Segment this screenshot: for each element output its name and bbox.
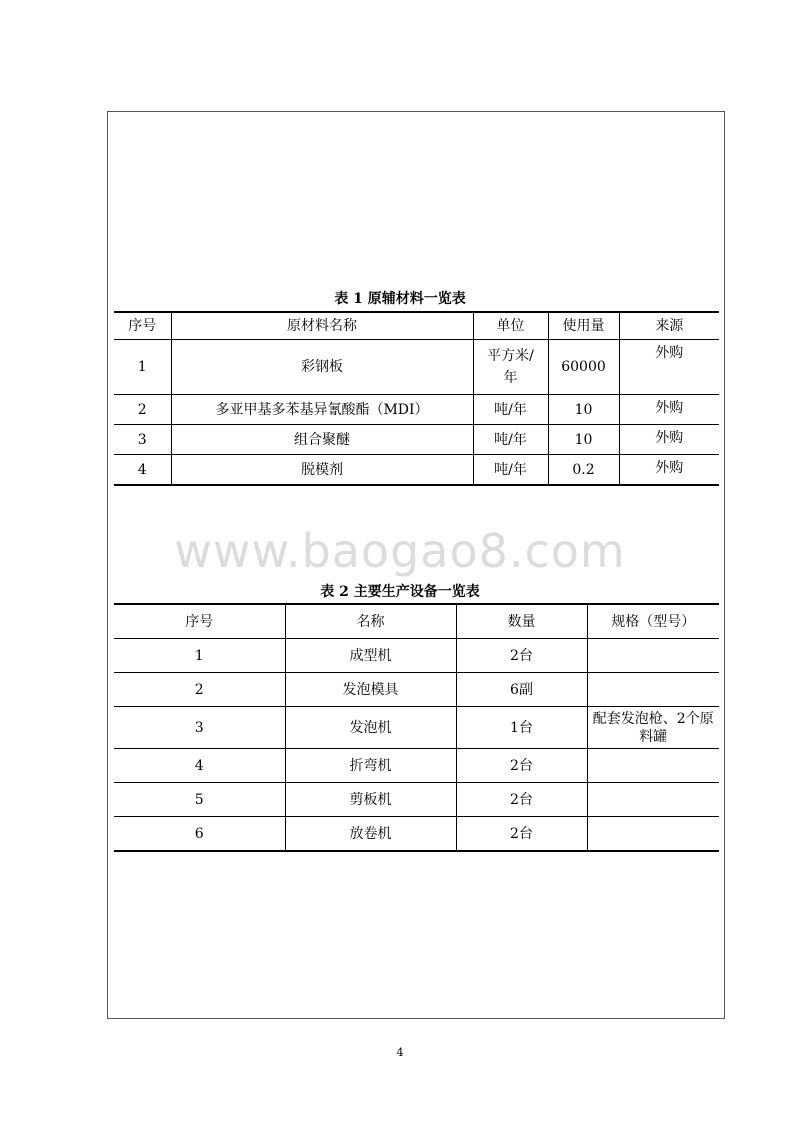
table-cell: 5 [114,783,285,817]
spec-text: 配套发泡枪、2个原料罐 [592,710,714,745]
table-cell [587,707,719,749]
table-row [114,425,719,455]
table-cell: 外购 [619,395,719,425]
table-cell: 1台 [456,707,587,749]
table-cell: 折弯机 [285,749,456,783]
table-cell: 4 [114,749,285,783]
table-cell: 1 [114,639,285,673]
table-cell: 2台 [456,817,587,852]
table2-caption: 表 2 主要生产设备一览表 [320,584,480,600]
table-cell: 0.2 [548,455,619,486]
table-cell: 脱模剂 [171,455,473,486]
table-cell: 1 [114,340,171,395]
table-cell: 2台 [456,783,587,817]
table-row [114,783,719,817]
table-cell: 彩钢板 [171,340,473,395]
table-cell: 吨/年 [473,425,548,455]
table-cell: 10 [548,395,619,425]
header-cell: 数量 [456,604,587,639]
table-row [114,749,719,783]
header-cell: 使用量 [548,312,619,340]
table-cell [587,673,719,707]
table-cell: 发泡机 [285,707,456,749]
table-cell: 6 [114,817,285,852]
table-row [114,639,719,673]
header-cell: 序号 [114,604,285,639]
header-cell: 序号 [114,312,171,340]
equipment-table [114,603,719,852]
watermark: www.baogao8.com [174,524,626,578]
header-cell: 单位 [473,312,548,340]
table-cell: 外购 [619,425,719,455]
table-cell: 放卷机 [285,817,456,852]
table-cell: 60000 [548,340,619,395]
table-cell: 外购 [619,455,719,486]
header-cell: 来源 [619,312,719,340]
page-number: 4 [396,1046,404,1059]
header-cell: 名称 [285,604,456,639]
unit-text: 平方米/年 [487,348,534,386]
table-row [114,395,719,425]
table-cell [587,639,719,673]
table-cell: 10 [548,425,619,455]
table1-caption: 表 1 原辅材料一览表 [334,291,466,307]
table-header-row [114,312,719,340]
table-header-row [114,604,719,639]
table-cell: 4 [114,455,171,486]
table-cell [587,817,719,852]
table-row [114,340,719,395]
table-cell: 发泡模具 [285,673,456,707]
table-cell: 3 [114,425,171,455]
table-cell: 剪板机 [285,783,456,817]
table-cell: 组合聚醚 [171,425,473,455]
table-cell: 6副 [456,673,587,707]
header-cell: 原材料名称 [171,312,473,340]
header-cell: 规格（型号） [587,604,719,639]
table-cell: 外购 [619,340,719,395]
table-row [114,455,719,486]
table-cell: 2 [114,673,285,707]
table-cell: 吨/年 [473,395,548,425]
table-row [114,817,719,852]
raw-materials-table [114,311,719,486]
table-cell: 吨/年 [473,455,548,486]
table-cell: 3 [114,707,285,749]
table-cell: 多亚甲基多苯基异氰酸酯（MDI） [171,395,473,425]
table-cell: 成型机 [285,639,456,673]
table-row [114,673,719,707]
table-cell: 2台 [456,749,587,783]
table-cell [587,749,719,783]
table-cell: 2台 [456,639,587,673]
table-cell: 2 [114,395,171,425]
table-cell [587,783,719,817]
table-cell [473,340,548,395]
table-row [114,707,719,749]
